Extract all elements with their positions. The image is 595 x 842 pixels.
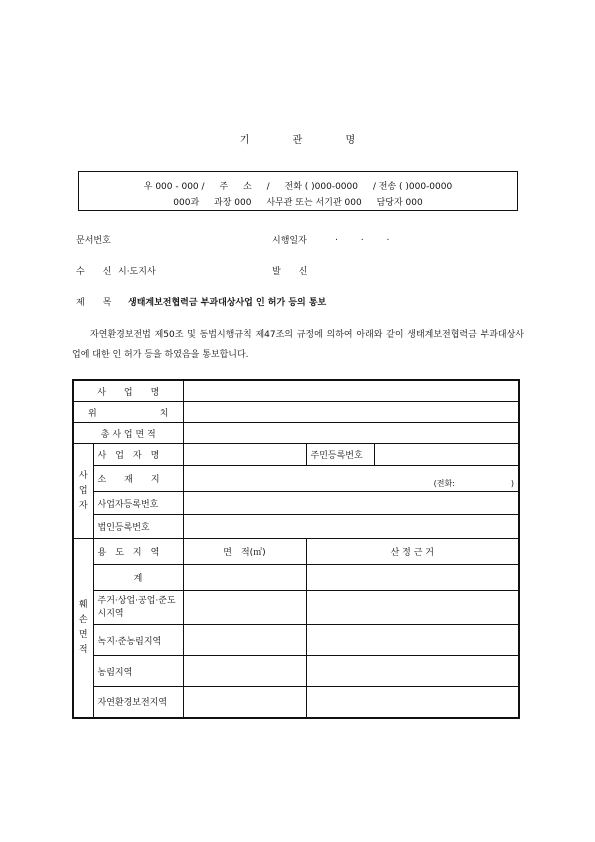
project-name-label: 사 업 명 bbox=[73, 380, 183, 402]
zone-green-label: 녹지·준농림지역 bbox=[93, 625, 183, 656]
org-title-char: 기 bbox=[239, 135, 250, 146]
zone-total-basis[interactable] bbox=[306, 565, 519, 591]
corp-reg-no-field[interactable] bbox=[183, 515, 519, 539]
zone-agri-label: 농림지역 bbox=[93, 656, 183, 687]
operator-group-char: 업 bbox=[78, 485, 88, 496]
project-table bbox=[72, 379, 520, 719]
damage-group-char: 훼 bbox=[78, 599, 88, 610]
address-line-1 bbox=[79, 179, 517, 192]
location-field[interactable] bbox=[183, 402, 519, 423]
resident-no-label: 주민등록번호 bbox=[306, 444, 374, 466]
phone-placeholder: (전화: ) bbox=[433, 479, 515, 488]
zone-urban-label: 주거·상업·공업·준도시지역 bbox=[93, 591, 183, 625]
area-header: 면 적(㎡) bbox=[183, 539, 306, 565]
zone-green-area[interactable] bbox=[183, 625, 306, 656]
corp-reg-no-label: 법인등록번호 bbox=[93, 515, 183, 539]
zone-total-area[interactable] bbox=[183, 565, 306, 591]
separator: / bbox=[266, 182, 270, 192]
damage-group-char: 적 bbox=[78, 644, 88, 655]
doc-no-label: 문서번호 bbox=[76, 236, 111, 246]
location-label: 위 치 bbox=[73, 402, 183, 423]
postal-code: 우 000 - 000 / bbox=[143, 182, 205, 192]
zone-nature-label: 자연환경보전지역 bbox=[93, 687, 183, 718]
address-label: 소 재 지 bbox=[93, 466, 183, 492]
operator-group-label bbox=[73, 444, 93, 539]
operator-name-field[interactable] bbox=[183, 444, 306, 466]
date-value: . . . bbox=[335, 233, 400, 243]
damage-group-label bbox=[73, 539, 93, 718]
recipient-value: 시·도지사 bbox=[118, 267, 156, 277]
subject-label: 제 목 bbox=[76, 298, 112, 308]
director: 과장 000 bbox=[214, 198, 252, 208]
zone-urban-basis[interactable] bbox=[306, 591, 519, 625]
zone-nature-area[interactable] bbox=[183, 687, 306, 718]
operator-group-char: 사 bbox=[78, 470, 88, 481]
zone-total-label: 계 bbox=[93, 565, 183, 591]
recipient-label: 수 신 bbox=[76, 267, 112, 277]
total-area-label: 총 사 업 면 적 bbox=[73, 423, 183, 444]
org-title-char: 관 bbox=[292, 135, 303, 146]
fax: / 전송 ( )000-0000 bbox=[372, 182, 453, 192]
damage-group-char: 손 bbox=[78, 614, 88, 625]
address-label-1: 주 bbox=[219, 182, 229, 192]
basis-header: 산 정 근 거 bbox=[306, 539, 519, 565]
biz-reg-no-field[interactable] bbox=[183, 492, 519, 515]
address-field[interactable] bbox=[183, 466, 519, 492]
address-box bbox=[78, 171, 518, 211]
project-name-field[interactable] bbox=[183, 380, 519, 402]
date-label: 시행일자 bbox=[272, 236, 307, 246]
org-title bbox=[0, 131, 595, 146]
address-line-2 bbox=[79, 195, 517, 208]
zone-agri-basis[interactable] bbox=[306, 656, 519, 687]
sender-label: 발 신 bbox=[272, 267, 308, 277]
body-text: 자연환경보전법 제50조 및 동법시행규칙 제47조의 규정에 의하여 아래와 같이 생태계보전협력금 부과대상사업에 대한 인 허가 등을 하였음을 통보합니다. bbox=[72, 330, 524, 360]
staff: 담당자 000 bbox=[376, 198, 423, 208]
org-title-char: 명 bbox=[345, 135, 356, 146]
subject-value: 생태계보전협력금 부과대상사업 인 허가 등의 통보 bbox=[128, 298, 327, 308]
operator-group-char: 자 bbox=[78, 500, 88, 511]
officer: 사무관 또는 서기관 000 bbox=[266, 198, 362, 208]
resident-no-field[interactable] bbox=[374, 444, 519, 466]
phone: 전화 ( )000-0000 bbox=[284, 182, 358, 192]
total-area-field[interactable] bbox=[183, 423, 519, 444]
damage-group-char: 면 bbox=[78, 629, 88, 640]
biz-reg-no-label: 사업자등록번호 bbox=[93, 492, 183, 515]
zone-header: 용 도 지 역 bbox=[93, 539, 183, 565]
zone-agri-area[interactable] bbox=[183, 656, 306, 687]
zone-nature-basis[interactable] bbox=[306, 687, 519, 718]
address-label-2: 소 bbox=[243, 182, 252, 192]
zone-green-basis[interactable] bbox=[306, 625, 519, 656]
operator-name-label: 사 업 자 명 bbox=[93, 444, 183, 466]
zone-urban-area[interactable] bbox=[183, 591, 306, 625]
department: 000과 bbox=[173, 198, 200, 208]
